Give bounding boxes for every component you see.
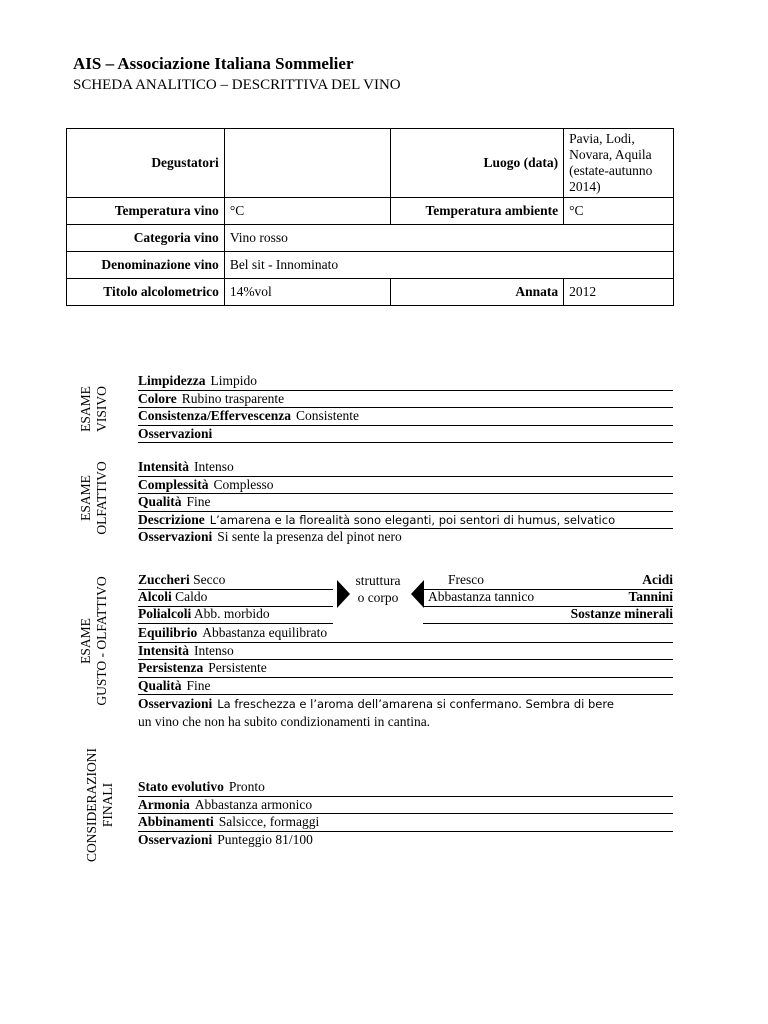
polialcoli-row: Polialcoli Abb. morbido	[138, 606, 333, 624]
section-gusto-line1: ESAME	[78, 618, 93, 664]
list-item: Persistenza Persistente	[138, 660, 673, 678]
temp-vino-label: Temperatura vino	[67, 198, 225, 225]
list-item: Qualità Fine	[138, 494, 673, 512]
wine-info-table	[66, 128, 674, 306]
categoria-value: Vino rosso	[224, 225, 673, 252]
denominazione-value: Bel sit - Innominato	[224, 252, 673, 279]
denominazione-label: Denominazione vino	[67, 252, 225, 279]
section-olfattivo-line2: OLFATTIVO	[94, 461, 109, 535]
temp-vino-value: °C	[224, 198, 391, 225]
list-item: Limpidezza Limpido	[138, 373, 673, 391]
degustatori-label: Degustatori	[67, 129, 225, 198]
document-subtitle: SCHEDA ANALITICO – DESCRITTIVA DEL VINO	[73, 77, 401, 93]
section-finali	[138, 779, 673, 848]
titolo-label: Titolo alcolometrico	[67, 279, 225, 306]
list-item: Colore Rubino trasparente	[138, 391, 673, 409]
zuccheri-row: Zuccheri Secco	[138, 572, 333, 590]
section-finali-line2: FINALI	[100, 782, 115, 828]
section-olfattivo	[138, 459, 673, 546]
section-label-gusto	[78, 566, 112, 716]
annata-value: 2012	[564, 279, 674, 306]
acidi-row: Fresco Acidi	[423, 572, 673, 590]
list-item: Abbinamenti Salsicce, formaggi	[138, 814, 673, 832]
temp-ambiente-label: Temperatura ambiente	[391, 198, 564, 225]
section-label-finali	[84, 740, 118, 870]
categoria-label: Categoria vino	[67, 225, 225, 252]
section-visivo-line1: ESAME	[78, 386, 93, 432]
list-item: Osservazioni Punteggio 81/100	[138, 831, 313, 847]
list-item: Equilibrio Abbastanza equilibrato	[138, 625, 673, 643]
list-item: Osservazioni	[138, 426, 673, 444]
alcoli-row: Alcoli Caldo	[138, 589, 333, 607]
section-gusto	[138, 625, 673, 730]
section-label-olfattivo	[78, 448, 112, 548]
section-olfattivo-line1: ESAME	[78, 475, 93, 521]
list-item: Consistenza/Effervescenza Consistente	[138, 408, 673, 426]
degustatori-value	[224, 129, 391, 198]
struttura-label: struttura o corpo	[355, 573, 401, 605]
temp-ambiente-value: °C	[564, 198, 674, 225]
section-finali-line1: CONSIDERAZIONI	[84, 748, 99, 862]
list-item: Armonia Abbastanza armonico	[138, 797, 673, 815]
list-item: Descrizione L’amarena e la florealità sono eleganti, poi sentori di humus, selvatico	[138, 512, 673, 530]
luogo-value: Pavia, Lodi, Novara, Aquila (estate-autunno 2014)	[564, 129, 674, 198]
list-item: Stato evolutivo Pronto	[138, 779, 673, 797]
section-visivo	[138, 373, 673, 443]
tannini-row: Abbastanza tannico Tannini	[423, 589, 673, 607]
list-item: Osservazioni Si sente la presenza del pinot nero	[138, 529, 402, 544]
list-item: Osservazioni La freschezza e l’aroma dell’amarena si confermano. Sembra di bere un vino che non ha subito condizionamenti in cantina.	[138, 696, 614, 729]
list-item: Qualità Fine	[138, 678, 673, 696]
section-visivo-line2: VISIVO	[94, 386, 109, 432]
luogo-label: Luogo (data)	[391, 129, 564, 198]
list-item: Complessità Complesso	[138, 477, 673, 495]
gusto-structure-block	[138, 572, 673, 624]
section-label-visivo	[78, 369, 112, 449]
titolo-value: 14%vol	[224, 279, 391, 306]
list-item: Intensità Intenso	[138, 643, 673, 661]
section-gusto-line2: GUSTO - OLFATTIVO	[94, 576, 109, 706]
minerali-row: Sostanze minerali	[423, 606, 673, 624]
annata-label: Annata	[391, 279, 564, 306]
list-item: Intensità Intenso	[138, 459, 673, 477]
document-title: AIS – Associazione Italiana Sommelier	[73, 54, 354, 73]
